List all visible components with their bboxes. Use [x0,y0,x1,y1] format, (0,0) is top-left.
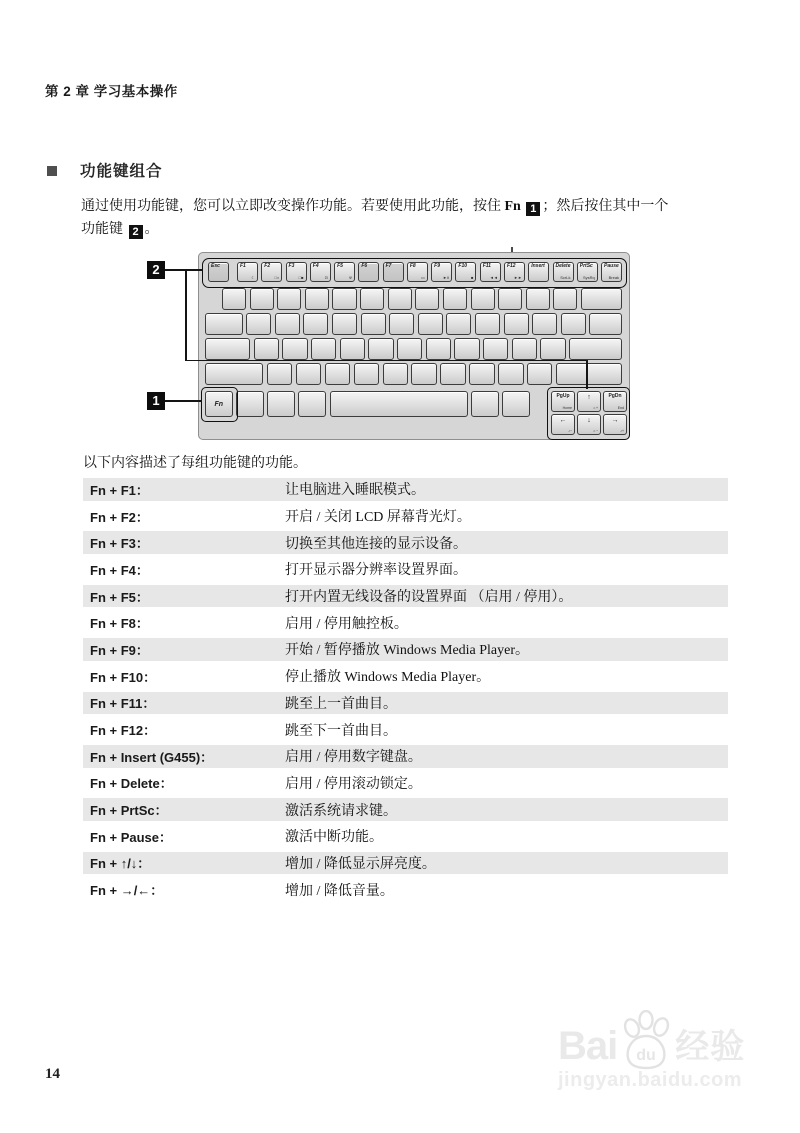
keycap-label: F9 [434,263,440,269]
key-blank [498,363,523,385]
key-blank [205,363,263,385]
key-blank [454,338,479,360]
key-function-desc: 开启 / 关闭 LCD 屏幕背光灯。 [285,510,471,526]
keycap-sublabel: End [617,405,624,410]
watermark-bai-text: Bai [558,1024,618,1068]
key-blank [426,338,451,360]
key-blank [471,391,499,417]
key-blank [332,313,357,335]
keycap-label: F5 [337,263,343,269]
key-blank [397,338,422,360]
key-function-desc: 激活系统请求键。 [285,803,397,819]
callout-2-line-horizontal [165,269,203,271]
table-row [83,476,728,503]
intro-text-1: 通过使用功能键，您可以立即改变操作功能。若要使用此功能，按住 [81,199,505,214]
keycap-label: PrtSc [579,263,593,269]
keycap-sublabel: Ψ [348,275,353,280]
callout-2-line-drop [586,360,588,389]
key-blank [569,338,622,360]
keycap-sublabel: ☼+ [592,405,598,410]
keycap-sublabel: ScrLk [560,275,571,280]
keycap-sublabel: SysRq [582,275,595,280]
watermark-du-text: du [636,1047,657,1064]
keycap-label: F2 [264,263,271,269]
key-combo-label: Fn + F3： [90,536,149,552]
key-blank [360,288,384,310]
key-blank [354,363,379,385]
callout-2-inline-badge: 2 [129,225,143,239]
key-combo-label: Fn + PrtSc： [90,803,168,819]
baidu-paw-icon [618,1010,674,1070]
keycap-label: Pause [604,263,619,269]
table-row [83,636,728,663]
keycap-label: ← [559,417,567,424]
key-combo-label: Fn + F9： [90,642,149,658]
watermark-url: jingyan.baidu.com [558,1069,743,1091]
table-row [83,503,728,530]
keycap-label: F3 [288,263,295,269]
keycap-label: ↓ [587,417,591,424]
key-blank [282,338,307,360]
keycap-label: Delete [555,263,571,269]
key-function-desc: 打开内置无线设备的设置界面 （启用 / 停用）。 [285,590,573,606]
table-intro-text: 以下内容描述了每组功能键的功能。 [83,456,307,471]
chapter-header: 第 2 章 学习基本操作 [45,84,178,99]
table-row [83,850,728,877]
key-blank [267,391,295,417]
keycap-label: F4 [312,263,319,269]
key-combo-label: Fn + ↑/↓： [90,856,151,872]
key-combo-label: Fn + F12： [90,723,157,739]
table-row [83,583,728,610]
keycap-label: F11 [482,263,491,269]
key-blank [540,338,565,360]
callout-1-inline-badge: 1 [526,202,540,216]
keycap-sublabel: ♪+ [620,428,624,433]
keycap-label: F6 [361,263,368,269]
key-blank [469,363,494,385]
key-blank [267,363,292,385]
key-blank [340,338,365,360]
intro-paragraph [81,196,773,241]
key-function-desc: 增加 / 降低音量。 [285,883,394,899]
keycap-label: Esc [211,263,220,269]
baidu-jingyan-watermark [558,1010,768,1092]
table-row [83,876,728,903]
key-function-desc: 停止播放 Windows Media Player。 [285,670,491,686]
key-combo-label: Fn + Pause： [90,829,172,845]
intro-text-2: ；然后按住其中一个 [542,199,669,214]
key-blank [254,338,279,360]
key-blank [205,313,243,335]
function-key-table [83,476,728,903]
keycap-sublabel: Break [608,275,620,280]
key-blank [411,363,436,385]
fn-key-mention: Fn [504,199,521,214]
key-blank [589,313,622,335]
key-blank [561,313,586,335]
key-blank [418,313,443,335]
key-combo-label: Fn + F1： [90,482,149,498]
intro-text-3: 功能键 [81,221,127,237]
table-row [83,796,728,823]
table-row [83,663,728,690]
keycap-label: → [611,417,619,424]
key-function-desc: 开始 / 暂停播放 Windows Media Player。 [285,643,530,659]
callout-2-line-vertical [185,269,187,361]
key-function-desc: 让电脑进入睡眠模式。 [285,483,425,499]
keycap-label: F1 [240,263,246,269]
key-blank [325,363,350,385]
key-blank [222,288,246,310]
key-blank [298,391,326,417]
keycap-label: F12 [506,263,516,269]
keycap-sublabel: ►► [514,275,522,280]
key-blank [383,363,408,385]
intro-text-4: 。 [144,221,159,237]
keycap-sublabel: ☼− [592,428,598,433]
keycap-label: F8 [409,263,416,269]
key-combo-label: Fn + Insert (G455)： [90,749,214,765]
callout-1-line [165,400,202,402]
key-blank [446,313,471,335]
keycap-sublabel: ▭ [421,275,425,280]
key-blank [443,288,467,310]
keyboard-top-mark [511,247,513,252]
callout-1-badge: 1 [147,392,165,410]
key-blank [532,313,557,335]
key-combo-label: Fn + F10： [90,669,157,685]
function-row-highlight [202,258,627,288]
key-combo-label: Fn + F2： [90,509,149,525]
key-blank [512,338,537,360]
callout-2-line-across [185,360,588,362]
keycap-sublabel: □× [274,275,280,280]
key-function-desc: 跳至上一首曲目。 [285,696,397,712]
key-combo-label: Fn + →/←： [90,883,164,899]
key-function-desc: 打开显示器分辨率设置界面。 [285,563,467,579]
key-blank [277,288,301,310]
key-blank [504,313,529,335]
key-blank [296,363,321,385]
fn-keycap-label: Fn [214,400,224,408]
section-marker-square-icon [47,166,57,176]
key-function-desc: 启用 / 停用滚动锁定。 [285,776,422,792]
key-blank [526,288,550,310]
keycap-label: F7 [385,263,392,269]
key-combo-label: Fn + F4： [90,562,149,578]
keycap-label: ↑ [587,394,591,401]
watermark-jingyan-text: 经验 [675,1028,746,1067]
key-blank [330,391,468,417]
key-blank [475,313,500,335]
table-row [83,609,728,636]
arrow-cluster-highlight [547,387,630,440]
callout-2-badge: 2 [147,261,165,279]
key-blank [275,313,300,335]
key-blank [471,288,495,310]
key-function-desc: 增加 / 降低显示屏亮度。 [285,856,436,872]
key-blank [205,338,250,360]
page-number: 14 [45,1066,60,1082]
key-combo-label: Fn + F11： [90,696,156,712]
key-combo-label: Fn + F5： [90,589,149,605]
keycap-label: F10 [458,263,468,269]
keycap-label: PgDn [608,393,622,399]
table-row [83,690,728,717]
section-title: 功能键组合 [80,163,163,180]
key-blank [527,363,552,385]
keycap-sublabel: ☾ [251,275,255,280]
keycap-sublabel: ►II [442,275,450,280]
key-combo-label: Fn + Delete： [90,776,173,792]
table-row [83,529,728,556]
key-blank [498,288,522,310]
key-function-desc: 切换至其他连接的显示设备。 [285,536,467,552]
key-blank [305,288,329,310]
key-blank [236,391,264,417]
keycap-label: Insert [531,263,545,269]
key-blank [502,391,530,417]
key-blank [389,313,414,335]
key-blank [332,288,356,310]
key-blank [246,313,271,335]
watermark-logo-row [558,1010,768,1066]
key-function-desc: 启用 / 停用触控板。 [285,616,408,632]
key-blank [311,338,336,360]
table-row [83,743,728,770]
key-function-desc: 跳至下一首曲目。 [285,723,397,739]
key-blank [440,363,465,385]
keycap-sublabel: Home [562,405,572,410]
keycap-label: PgUp [556,393,570,399]
key-blank [553,288,577,310]
keycap-sublabel: ◄◄ [489,275,498,280]
key-blank [483,338,508,360]
keycap-sublabel: □■ [298,275,304,280]
table-row [83,770,728,797]
key-blank [556,363,622,385]
key-function-desc: 激活中断功能。 [285,830,383,846]
fn-key-highlight [201,387,238,422]
keycap-sublabel: ♪− [568,428,572,433]
table-row [83,716,728,743]
keycap-sublabel: ■ [471,275,474,280]
table-row [83,556,728,583]
key-blank [368,338,393,360]
key-combo-label: Fn + F8： [90,616,149,632]
key-blank [361,313,386,335]
table-row [83,823,728,850]
keycap-sublabel: ⊡ [324,275,328,280]
key-blank [388,288,412,310]
key-blank [303,313,328,335]
key-blank [415,288,439,310]
key-blank [581,288,622,310]
key-function-desc: 启用 / 停用数字键盘。 [285,750,422,766]
key-blank [250,288,274,310]
